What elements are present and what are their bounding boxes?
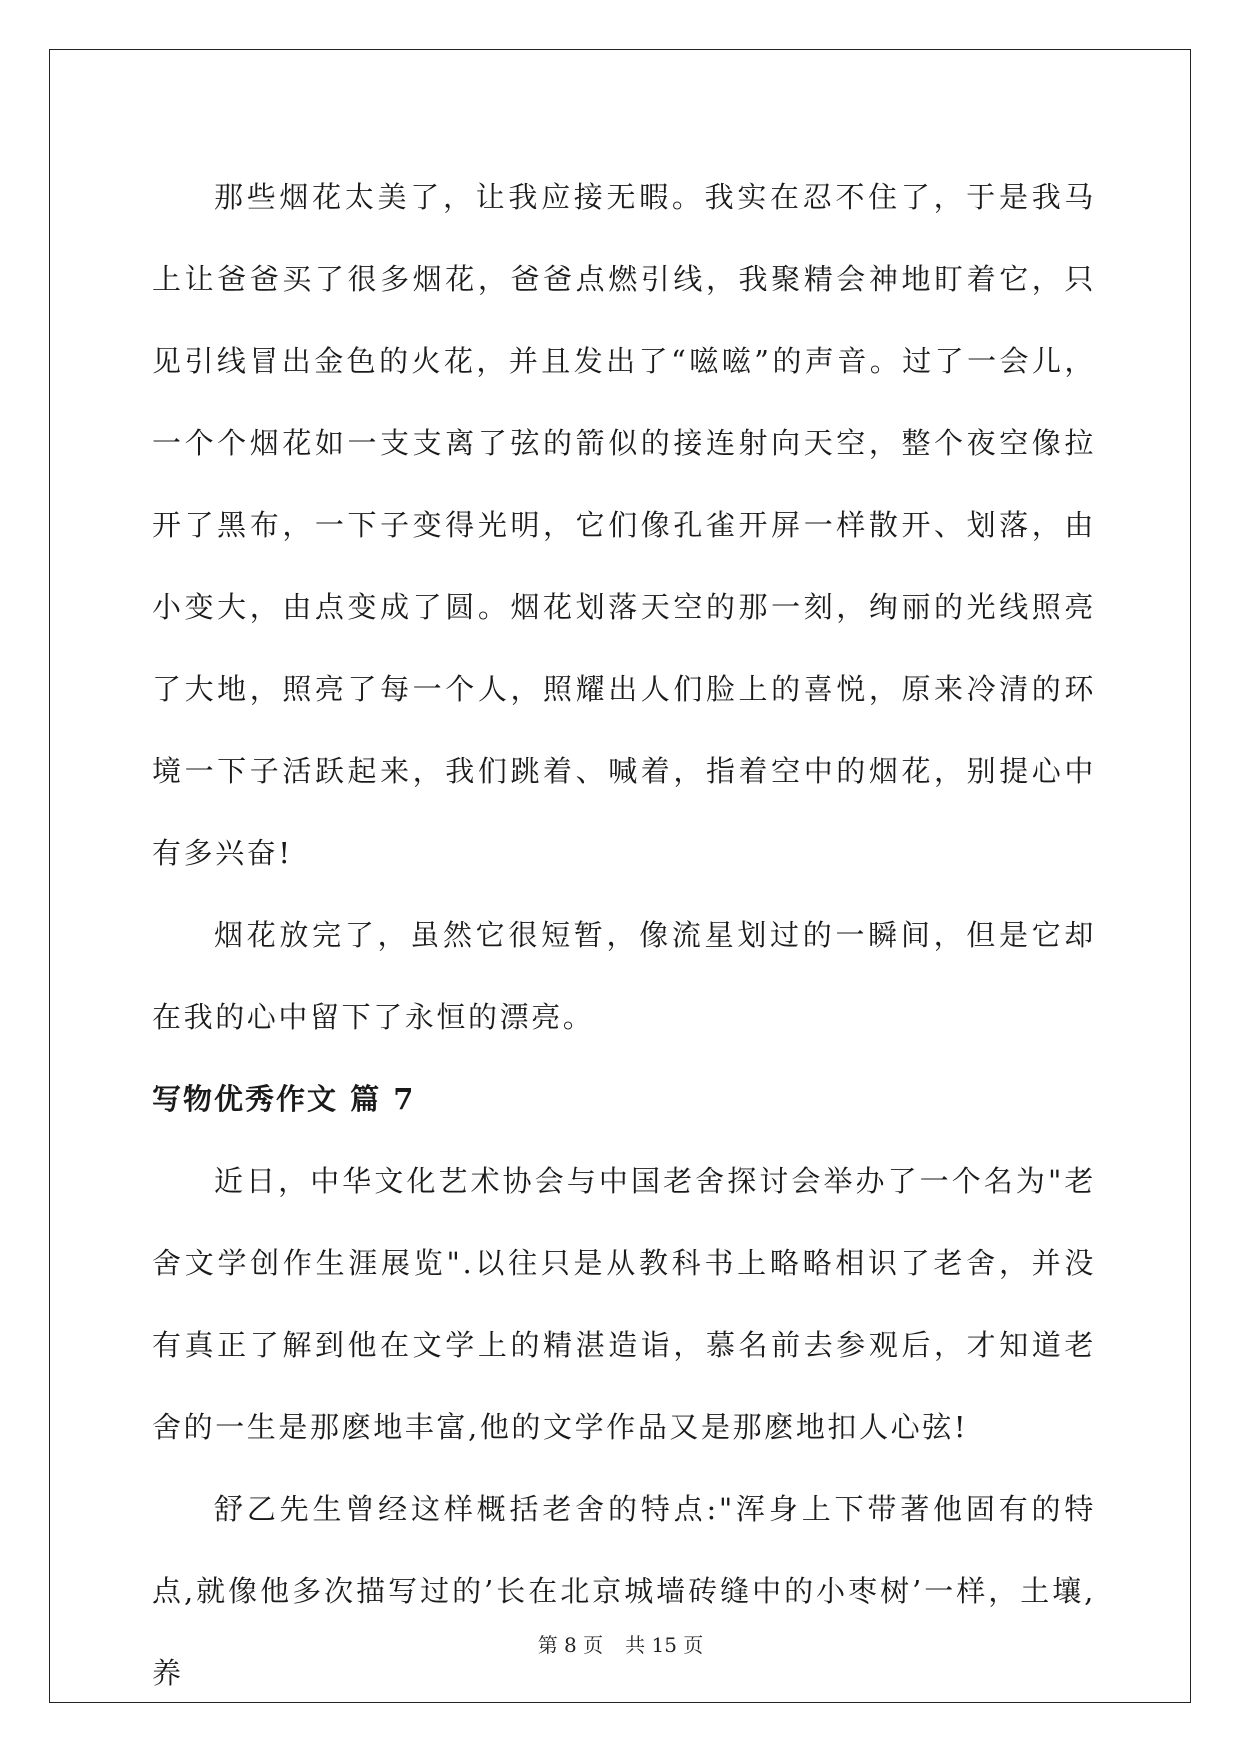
paragraph-laoshe-exhibition: 近日，中华文化艺术协会与中国老舍探讨会举办了一个名为"老舍文学创作生涯展览".以往只是从教科书上略略相识了老舍，并没有真正了解到他在文学上的精湛造诣，慕名前去参观后，才知道老舍的一生是那麽地丰富,他的文学作品又是那麽地扣人心弦! — [152, 1164, 1096, 1444]
paragraph-shuyi-quote: 舒乙先生曾经这样概括老舍的特点:"浑身上下带著他固有的特点,就像他多次描写过的’长在北京城墙砖缝中的小枣树’一样，土壤,养 — [152, 1492, 1096, 1690]
page-number: 第 8 页 — [537, 1633, 604, 1657]
paragraph-fireworks-ending: 烟花放完了，虽然它很短暂，像流星划过的一瞬间，但是它却在我的心中留下了永恒的漂亮。 — [152, 918, 1096, 1034]
page-footer — [0, 1629, 1241, 1658]
document-body — [152, 156, 1096, 1714]
section-heading: 写物优秀作文 篇 7 — [152, 1082, 416, 1116]
page-total: 共 15 页 — [625, 1633, 704, 1657]
paragraph-fireworks-display: 那些烟花太美了，让我应接无暇。我实在忍不住了，于是我马上让爸爸买了很多烟花，爸爸点燃引线，我聚精会神地盯着它，只见引线冒出金色的火花，并且发出了“嗞嗞”的声音。过了一会儿，一个个烟花如一支支离了弦的箭似的接连射向天空，整个夜空像拉开了黑布，一下子变得光明，它们像孔雀开屏一样散开、划落，由小变大，由点变成了圆。烟花划落天空的那一刻，绚丽的光线照亮了大地，照亮了每一个人，照耀出人们脸上的喜悦，原来冷清的环境一下子活跃起来，我们跳着、喊着，指着空中的烟花，别提心中有多兴奋! — [152, 180, 1096, 870]
